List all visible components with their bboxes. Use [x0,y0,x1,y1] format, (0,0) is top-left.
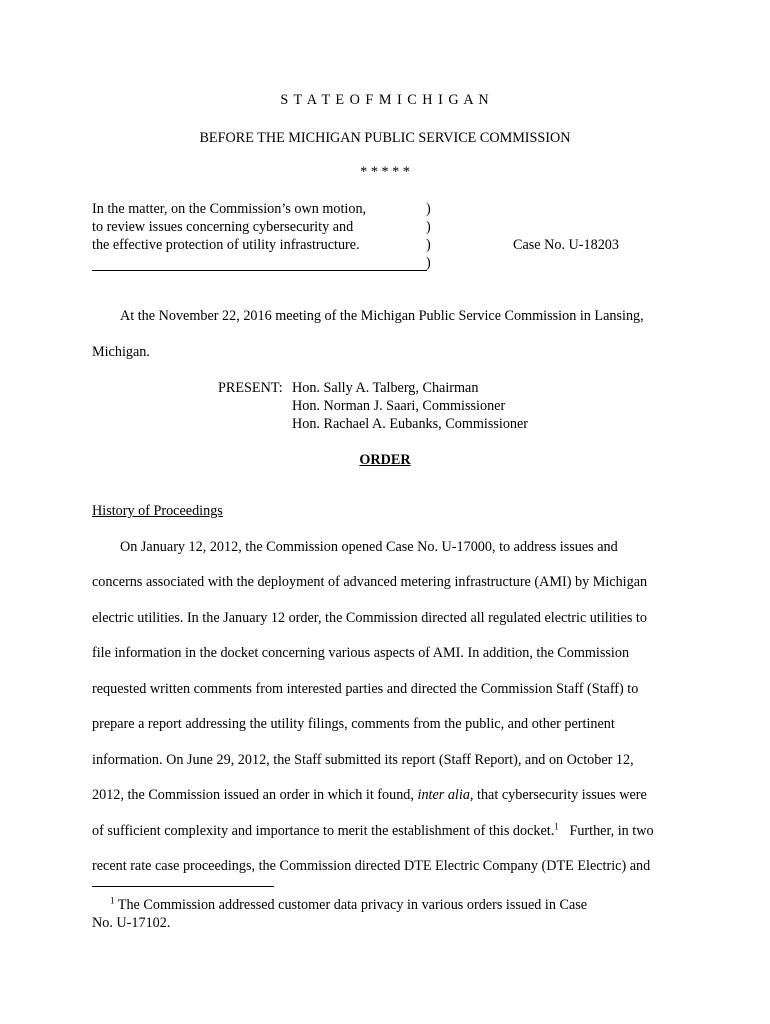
meeting-line-2: Michigan. [92,344,150,360]
caption-underline [92,270,427,271]
history-heading: History of Proceedings [92,503,223,519]
caption-paren-4: ) [426,255,431,271]
footnote-marker: 1 [110,895,115,906]
history-line-1: On January 12, 2012, the Commission opened Case No. U-17000, to address issues and [120,539,618,555]
history-line-5: requested written comments from interested parties and directed the Commission Staff (Staff) to [92,681,639,697]
state-heading: S T A T E O F M I C H I G A N [280,92,490,108]
present-label: PRESENT: [218,380,283,396]
history-line-9 [92,823,654,840]
caption-line-1: In the matter, on the Commission’s own motion, [92,201,367,217]
meeting-line-1: At the November 22, 2016 meeting of the Michigan Public Service Commission in Lansing, [120,308,644,324]
history-line-10: recent rate case proceedings, the Commission directed DTE Electric Company (DTE Electric) and [92,858,651,874]
footnote-text: The Commission addressed customer data privacy in various orders issued in Case [114,897,588,913]
footnote-line-1 [110,897,587,914]
caption-paren-3: ) [426,237,431,253]
history-line-3: electric utilities. In the January 12 order, the Commission directed all regulated electric utilities to [92,610,647,626]
commission-heading: BEFORE THE MICHIGAN PUBLIC SERVICE COMMISSION [199,130,571,146]
history-line-4: file information in the docket concerning various aspects of AMI. In addition, the Commission [92,645,630,661]
footnote-line-2: No. U-17102. [92,915,171,931]
case-number: Case No. U-18203 [513,237,619,253]
history-line-9-start: of sufficient complexity and importance to merit the establishment of this docket. [92,823,555,839]
history-line-9-end: Further, in two [558,823,654,839]
inter-alia: inter alia [417,787,470,803]
present-member-1: Hon. Sally A. Talberg, Chairman [292,380,479,396]
history-line-8 [92,787,647,804]
caption-paren-2: ) [426,219,431,235]
caption-paren-1: ) [426,201,431,217]
history-line-2: concerns associated with the deployment of advanced metering infrastructure (AMI) by Michigan [92,574,648,590]
history-line-7: information. On June 29, 2012, the Staff submitted its report (Staff Report), and on October 12, [92,752,634,768]
footnote-separator [92,886,274,887]
caption-line-2: to review issues concerning cybersecurity and [92,219,354,235]
history-line-8-end: , that cybersecurity issues were [469,787,647,803]
star-separator: * * * * * [360,164,410,180]
order-title: ORDER [359,452,411,468]
footnote-reference[interactable]: 1 [554,821,559,832]
present-member-3: Hon. Rachael A. Eubanks, Commissioner [292,416,529,432]
history-line-8-start: 2012, the Commission issued an order in which it found, [92,787,418,803]
present-member-2: Hon. Norman J. Saari, Commissioner [292,398,506,414]
history-line-6: prepare a report addressing the utility filings, comments from the public, and other pertinent [92,716,615,732]
caption-line-3: the effective protection of utility infrastructure. [92,237,360,253]
